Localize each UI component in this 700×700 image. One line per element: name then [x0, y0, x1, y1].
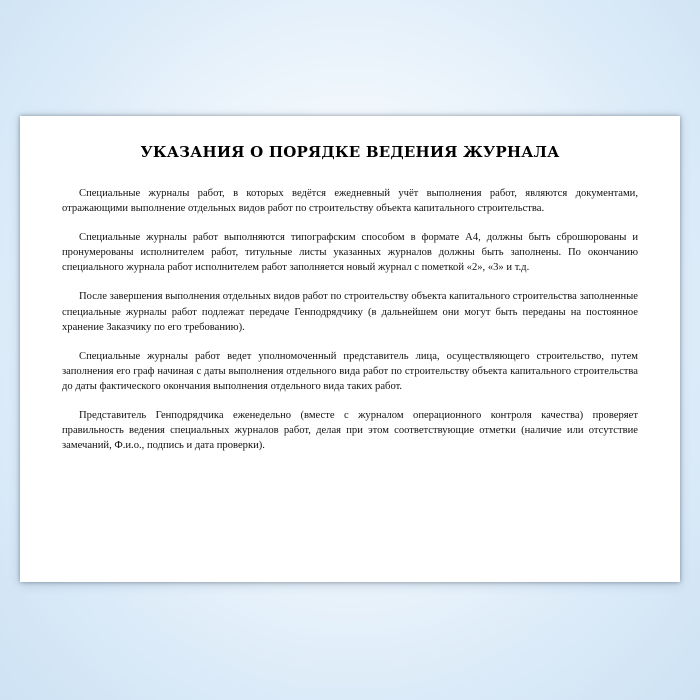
- paragraph-1: Специальные журналы работ, в которых ведётся ежедневный учёт выполнения работ, являются документами, отражающими выполнение отдельных видов работ по строительству объекта капитального строительства.: [62, 188, 638, 215]
- paragraph-4: Специальные журналы работ ведет уполномоченный представитель лица, осуществляющего строительство, путем заполнения его граф начиная с даты выполнения отдельного вида работ по строительству объекта капитального строительства до даты фактического окончания выполнения отдельного вида таких работ.: [62, 350, 638, 392]
- paragraph-2: Специальные журналы работ выполняются типографским способом в формате А4, должны быть сброшюрованы и пронумерованы исполнителем работ, титульные листы указанных журналов должны быть заполнены. По окончанию специального журнала работ исполнителем работ заполняется новый журнал с пометкой «2», «3» и т.д.: [62, 232, 638, 274]
- document-body: [62, 186, 638, 453]
- paragraph-3: После завершения выполнения отдельных видов работ по строительству объекта капитального строительства заполненные специальные журналы работ подлежат передаче Генподрядчику (в дальнейшем они могут быть переданы на постоянное хранение Заказчику по его требованию).: [62, 291, 638, 333]
- document-page: [20, 116, 680, 582]
- page-title: УКАЗАНИЯ О ПОРЯДКЕ ВЕДЕНИЯ ЖУРНАЛА: [140, 143, 560, 161]
- paragraph-5: Представитель Генподрядчика еженедельно (вместе с журналом операционного контроля качества) проверяет правильность ведения специальных журналов работ, делая при этом соответствующие отметки (наличие или отсутствие замечаний, Ф.и.о., подпись и дата проверки).: [62, 410, 638, 452]
